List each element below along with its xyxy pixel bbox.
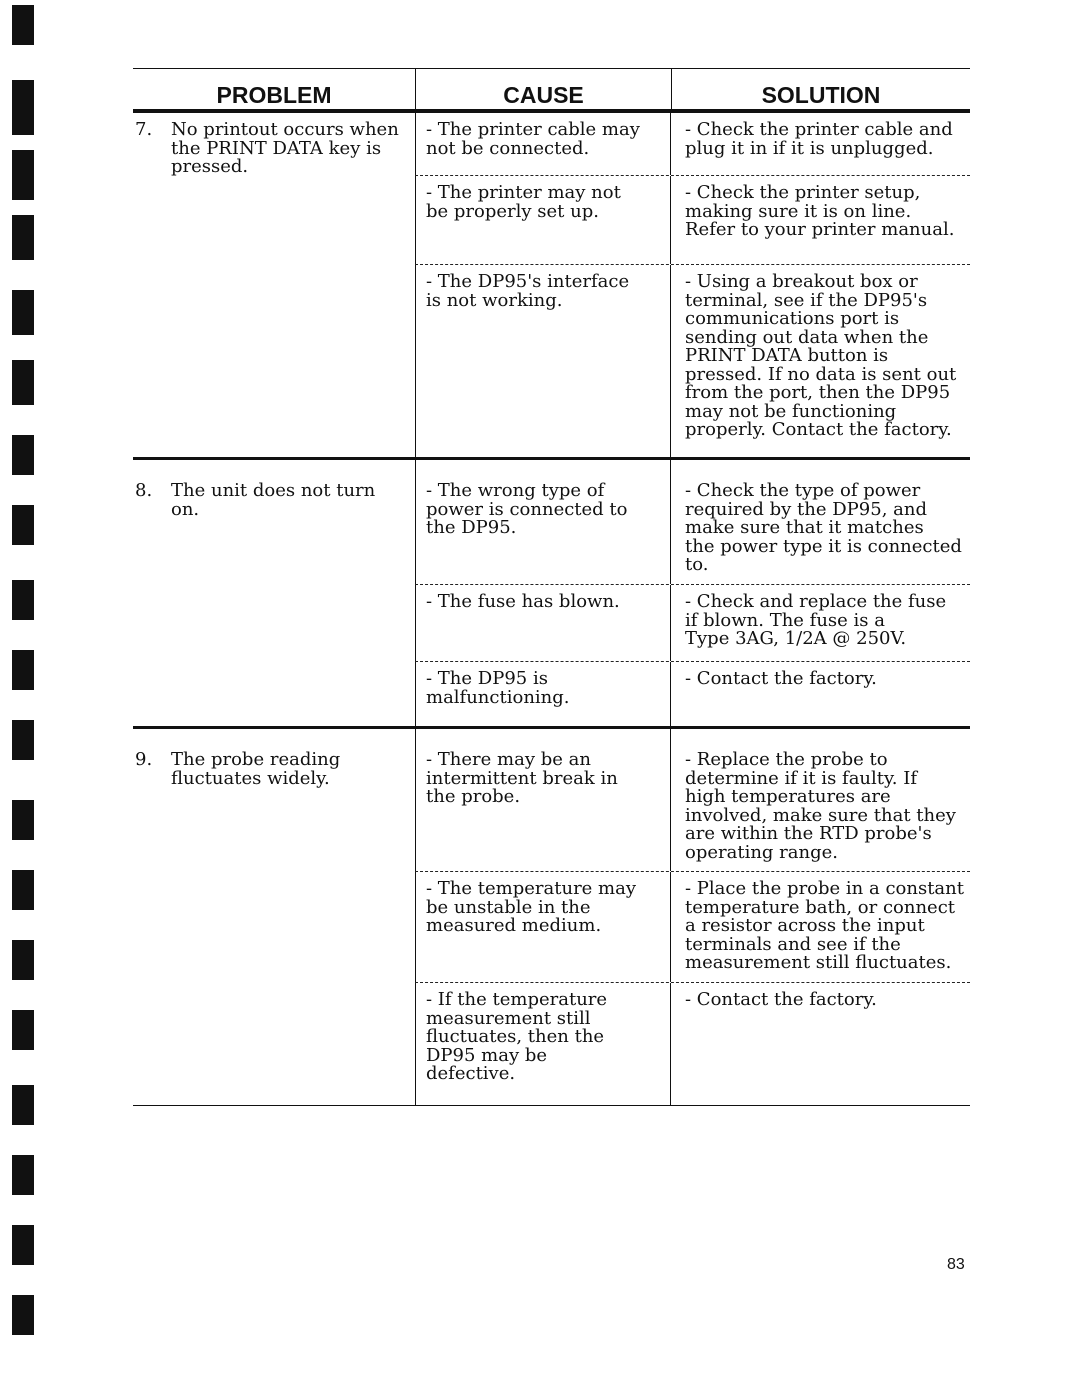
- solution: - Check the printer setup, making sure it is on line. Refer to your printer manual.: [670, 176, 968, 264]
- solution: - Contact the factory.: [670, 662, 968, 726]
- cause: - The printer may not be properly set up.: [415, 176, 670, 264]
- solution: - Replace the probe to determine if it is faulty. If high temperatures are involved, make sure that they are within the RTD probe's operating range.: [670, 729, 968, 871]
- header-cause: CAUSE: [415, 69, 671, 109]
- problem-number: 9.: [135, 749, 153, 770]
- cause: - The fuse has blown.: [415, 585, 670, 661]
- cause: - The DP95 is malfunctioning.: [415, 662, 670, 726]
- page-number: 83: [947, 1256, 965, 1273]
- problem-number: 7.: [135, 119, 153, 140]
- solution: - Using a breakout box or terminal, see if the DP95's communications port is sending out data when the PRINT DATA button is pressed. If no data is sent out from the port, then the DP95 may not be functioning properly. Contact the factory.: [670, 265, 968, 457]
- problem-number: 8.: [135, 480, 153, 501]
- table-row: [133, 729, 970, 1105]
- problem-text: The probe reading fluctuates widely.: [171, 749, 341, 789]
- header-solution: SOLUTION: [671, 69, 970, 109]
- problem-text: The unit does not turn on.: [171, 480, 376, 520]
- problem-text: No printout occurs when the PRINT DATA key is pressed.: [171, 119, 399, 177]
- cause: - The printer cable may not be connected.: [415, 113, 670, 175]
- cause: - The temperature may be unstable in the measured medium.: [415, 872, 670, 982]
- table-row: [133, 113, 970, 460]
- troubleshooting-table: [133, 68, 970, 1106]
- cause: - The DP95's interface is not working.: [415, 265, 670, 457]
- solution: - Place the probe in a constant temperature bath, or connect a resistor across the input terminals and see if the measurement still fluctuates.: [670, 872, 968, 982]
- solution: - Check the type of power required by the DP95, and make sure that it matches the power type it is connected to.: [670, 460, 968, 584]
- cause: - The wrong type of power is connected to the DP95.: [415, 460, 670, 584]
- cause: - There may be an intermittent break in the probe.: [415, 729, 670, 871]
- header-problem: PROBLEM: [216, 82, 332, 108]
- table-header: [133, 69, 970, 113]
- cause: - If the temperature measurement still fluctuates, then the DP95 may be defective.: [415, 983, 670, 1105]
- table-row: [133, 460, 970, 729]
- solution: - Check the printer cable and plug it in if it is unplugged.: [670, 113, 968, 175]
- solution: - Check and replace the fuse if blown. The fuse is a Type 3AG, 1/2A @ 250V.: [670, 585, 968, 661]
- solution: - Contact the factory.: [670, 983, 968, 1105]
